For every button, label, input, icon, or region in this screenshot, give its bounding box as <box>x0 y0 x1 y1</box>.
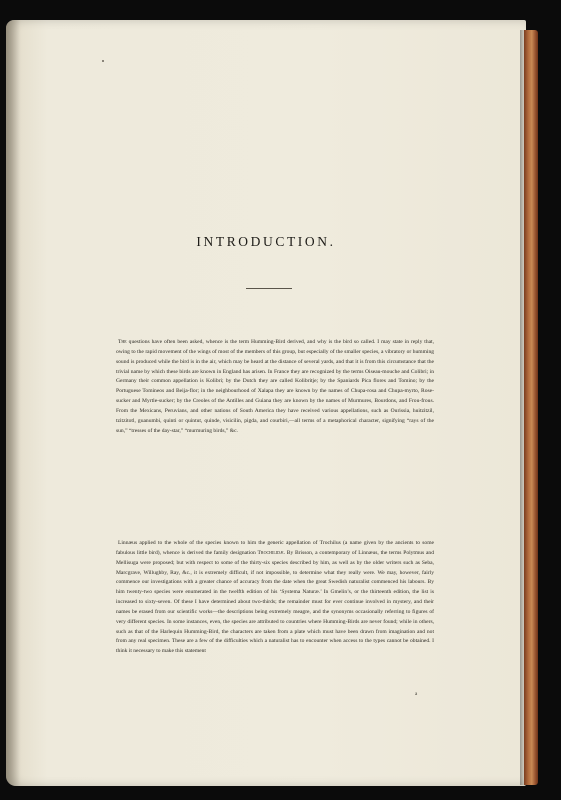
signature-mark: a <box>415 692 418 697</box>
paragraph-1-lead: The <box>118 339 127 345</box>
family-name: Trochilidæ <box>257 549 284 556</box>
paragraph-1 <box>116 338 434 436</box>
book-page <box>6 20 526 786</box>
paragraph-2-text-b: . By Brisson, a contemporary of Linnæus, the terms Polytmus and Mellisuga were proposed; but with respect to some of the thirty-six species described by him, as well as by the older writers such as Seba, Marcgrave, Willughby, Ray, &c., it is extremely difficult, if not impossible, to determine what they really were. We may, however, fairly commence our investigations with a greater chance of accuracy from the date when the great Swedish naturalist commenced his labours. By him twenty-two species were enumerated in the twelfth edition of his ‘Systema Naturæ.’ In Gmelin’s, or the thirteenth edition, the list is increased to sixty-seven. Of these I have determined about two-thirds; the remainder must for ever continue involved in mystery, and their names be erased from our scientific works—the descriptions being extremely meagre, and the synonyms occasionally referring to figures of very different species. In some instances, even, the species are attributed to countries where Humming-Birds are never found; while in others, such as that of the Harlequin Humming-Bird, the characters are taken from a plate which must have been drawn from imagination and not from any real specimen. These are a few of the difficulties which a naturalist has to encounter when access to the types cannot be obtained. I think it necessary to make this statement <box>116 549 434 655</box>
paper-speck <box>102 60 104 62</box>
page-gutter-shadow <box>6 20 20 786</box>
paragraph-1-text: questions have often been asked, whence is the term Humming-Bird derived, and why is the bird so called. I may state in reply that, owing to the rapid movement of the wings of most of the members of this group, but especially of the smaller species, a vibratory or humming sound is produced while the bird is in the air, which may be heard at the distance of several yards, and that it is from this circumstance that the trivial name by which these birds are known in England has arisen. In France they are recognized by the terms Oiseau-mouche and Colibri; in Germany their common appellation is Kolibri; by the Dutch they are called Kolibritje; by the Spaniards Pica flores and Tomino; by the Portuguese Tomineos and Beija-flor; in the neighbourhood of Xalapa they are known by the names of Chupa-rosa and Chupa-myrto, Rose-sucker and Myrtle-sucker; by the Creoles of the Antilles and Guiana they are known by the names of Murmures, Bourdons, and Frou-frous. From the Mexicans, Peruvians, and other nations of South America they have received various appellations, such as Ourissia, huitzitzil, tzitzitotl, guanumbi, quinti or quintut, quinde, visicilin, pigda, and courbiri,—all terms of a metaphorical character, signifying “rays of the sun,” “tresses of the day-star,” “murmuring birds,” &c. <box>116 339 434 434</box>
paragraph-2-text-a: Linnæus applied to the whole of the species known to him the generic appellation of Trochilus (a name given by the ancients to some fabulous little bird), whence is derived the family designation <box>116 540 434 556</box>
book-binding-edge <box>524 30 538 785</box>
paragraph-2 <box>116 539 434 657</box>
page-title: INTRODUCTION. <box>196 234 336 249</box>
title-rule <box>246 288 292 289</box>
